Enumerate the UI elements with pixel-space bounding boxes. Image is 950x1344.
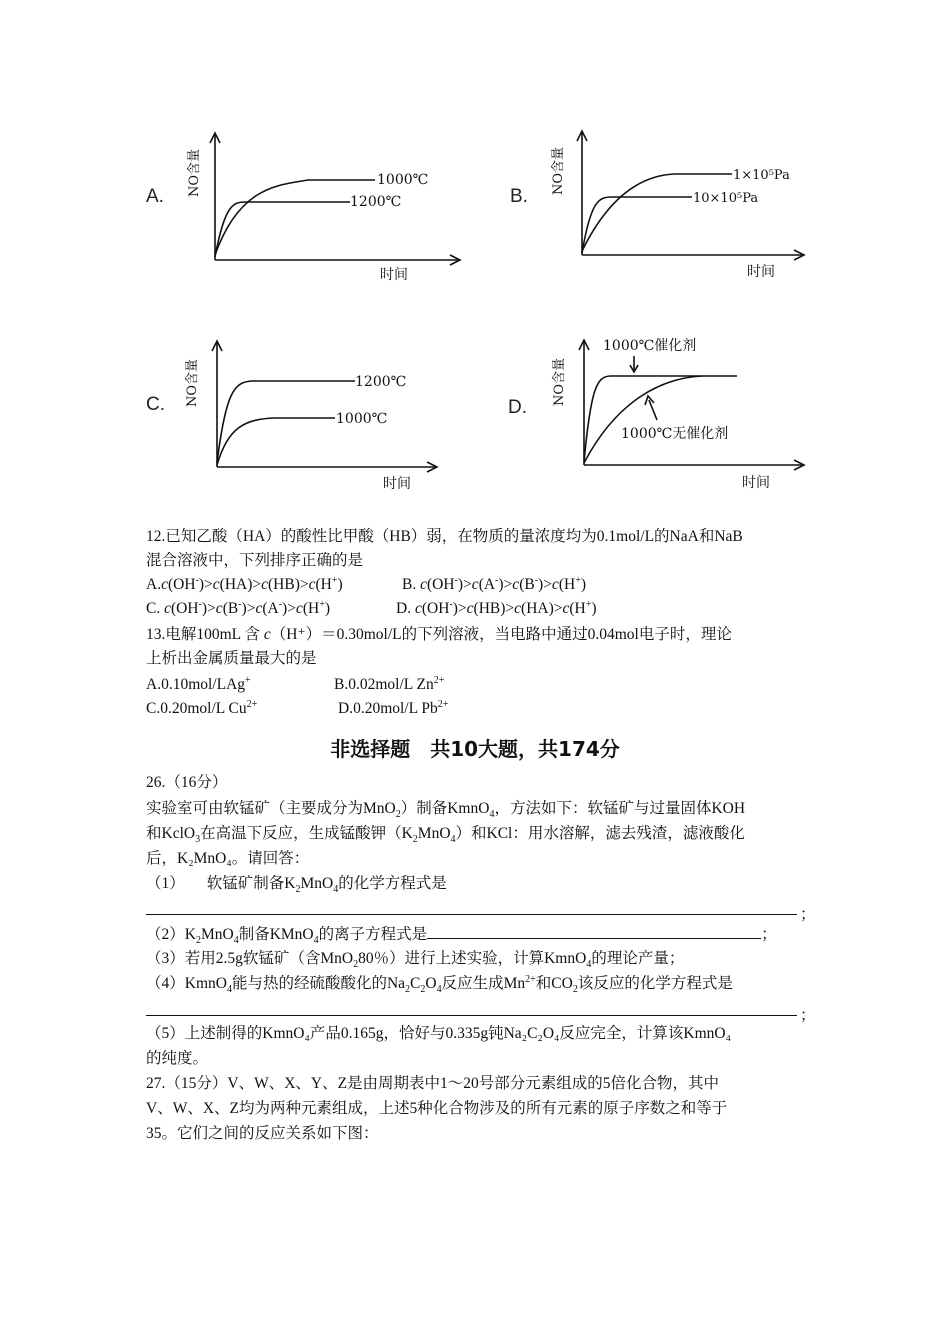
q27-line2: V、W、X、Z均为两种元素组成，上述5种化合物涉及的所有元素的原子序数之和等于 (146, 1100, 728, 1117)
graph-d (552, 330, 837, 495)
q13-options-ab (146, 673, 445, 697)
q27-line3: 35。它们之间的反应关系如下图： (146, 1125, 379, 1142)
graph-c (185, 335, 470, 495)
graph-c-ylabel: NO含量 (185, 358, 200, 407)
q13-stem-line1: 13.电解100mL 含 c（H⁺）＝0.30mol/L的下列溶液，当电路中通过0.04mol电子时，理论 (146, 626, 732, 643)
q26-para-line3: 后，K₂MnO₄。请回答： (146, 850, 310, 867)
graph-b-ylabel: NO含量 (551, 146, 566, 195)
q13-option-d: D.0.20mol/L $Pb^{2+}$ (338, 698, 449, 717)
option-b-label: B. (510, 186, 528, 207)
q12-option-a: A.c(OH-)>c(HA)>c(HB)>c(H+) (146, 574, 343, 593)
q26-sub2: $(2)K_2MnO_4$制备KMnO$_4$的离子方程式是 ； (146, 922, 777, 947)
curve-c-1200 (217, 381, 355, 463)
q12-option-d: D. c(OH-)>c(HB)>c(HA)>c(H+) (396, 598, 597, 617)
section-heading: 非选择题 共10大题，共174分 (330, 737, 620, 761)
q26-sub4-answer-line[interactable] (146, 1015, 797, 1016)
curve-d-no-catalyst (584, 376, 702, 463)
q26-para-line1: 实验室可由软锰矿（主要成分为MnO$_2$）制备KmnO$_4$，方法如下：软锰矿与过量固体KOH (146, 800, 746, 821)
graph-d-xlabel: 时间 (742, 475, 770, 491)
q26-sub5-line1: （5）上述制得的KmnO₄产品0.165g，恰好与0.335g钝Na₂C₂O₄反应完全，计算该KmnO₄ (146, 1025, 732, 1042)
graph-a-curve-label-2: 1200℃ (350, 194, 402, 210)
q12-options-cd (146, 597, 597, 621)
curve-a-1200 (215, 202, 350, 257)
q13-stem-line2: 上析出金属质量最大的是 (146, 650, 317, 667)
q26-para-line2: 和KclO$_3$在高温下反应，生成锰酸钾$(K_2MnO_4)$和KCl：用水溶解，滤去残渣，滤液酸化 (146, 825, 745, 846)
q26-sub1: （1） 软锰矿制备$K_2MnO_4$的化学方程式是 (146, 875, 447, 896)
curve-d-catalyst (584, 376, 737, 462)
q12-option-b: B. c(OH-)>c(A-)>c(B-)>c(H+) (402, 574, 586, 593)
q27-line1: 27.（15分）V、W、X、Y、Z是由周期表中1～20号部分元素组成的5倍化合物，其中 (146, 1075, 720, 1092)
option-a-label: A. (146, 186, 164, 207)
graph-b-xlabel: 时间 (747, 264, 775, 280)
curve-a-1000 (215, 180, 375, 255)
q26-sub1-semicolon: ； (800, 906, 816, 923)
graph-c-xlabel: 时间 (383, 476, 411, 492)
q13-option-c: C.0.20mol/L $Cu^{2+}$ (146, 698, 258, 717)
q26-sub4: （4）KmnO$_4$能与热的经硫酸酸化的$Na_2C_2O_4$反应生成$Mn^{2+}$和$CO_2$该反应的化学方程式是 (146, 973, 733, 996)
q26-sub1-answer-line[interactable] (146, 914, 797, 915)
q26-sub2-answer-line[interactable] (427, 922, 761, 939)
graph-b-curve-label-2: 10×10⁵Pa (693, 191, 759, 206)
q26-sub5-line2: 的纯度。 (146, 1050, 209, 1067)
option-d-label: D. (508, 397, 527, 418)
curve-c-1000 (217, 418, 335, 465)
graph-a (187, 125, 470, 285)
graph-b-curve-label-1: 1×10⁵Pa (733, 168, 790, 183)
q26-sub4-semicolon: ； (800, 1007, 816, 1024)
q13-option-a: A.0.10mol/LAg+ (146, 674, 251, 693)
q13-options-cd (146, 697, 449, 721)
graph-a-xlabel: 时间 (380, 267, 408, 283)
graph-d-curve-label-1: 1000℃催化剂 (603, 338, 697, 354)
graph-c-curve-label-2: 1000℃ (336, 411, 388, 427)
q12-stem-line2: 混合溶液中，下列排序正确的是 (146, 552, 364, 569)
graph-d-ylabel: NO含量 (552, 357, 567, 406)
graph-d-curve-label-2: 1000℃无催化剂 (621, 426, 729, 442)
curve-b-1e5 (582, 174, 732, 251)
graph-b (551, 125, 837, 285)
curve-b-10e5 (582, 197, 692, 253)
graph-c-curve-label-1: 1200℃ (355, 374, 407, 390)
graph-a-curve-label-1: 1000℃ (377, 172, 429, 188)
graph-a-ylabel: NO含量 (187, 148, 202, 197)
q26-title: 26.（16分） (146, 774, 228, 791)
q12-option-c: C. c(OH-)>c(B-)>c(A-)>c(H+) (146, 598, 330, 617)
q12-options-ab (146, 573, 586, 597)
option-c-label: C. (146, 394, 165, 415)
q26-sub3: （3）若用2.5g软锰矿（含MnO$_2$80％）进行上述实验，计算KmnO$_4$的理论产量； (146, 950, 685, 971)
q13-option-b: B.0.02mol/L $Zn^{2+}$ (334, 674, 445, 693)
q12-stem-line1: 12.已知乙酸（HA）的酸性比甲酸（HB）弱，在物质的量浓度均为0.1mol/L的NaA和NaB (146, 528, 743, 545)
